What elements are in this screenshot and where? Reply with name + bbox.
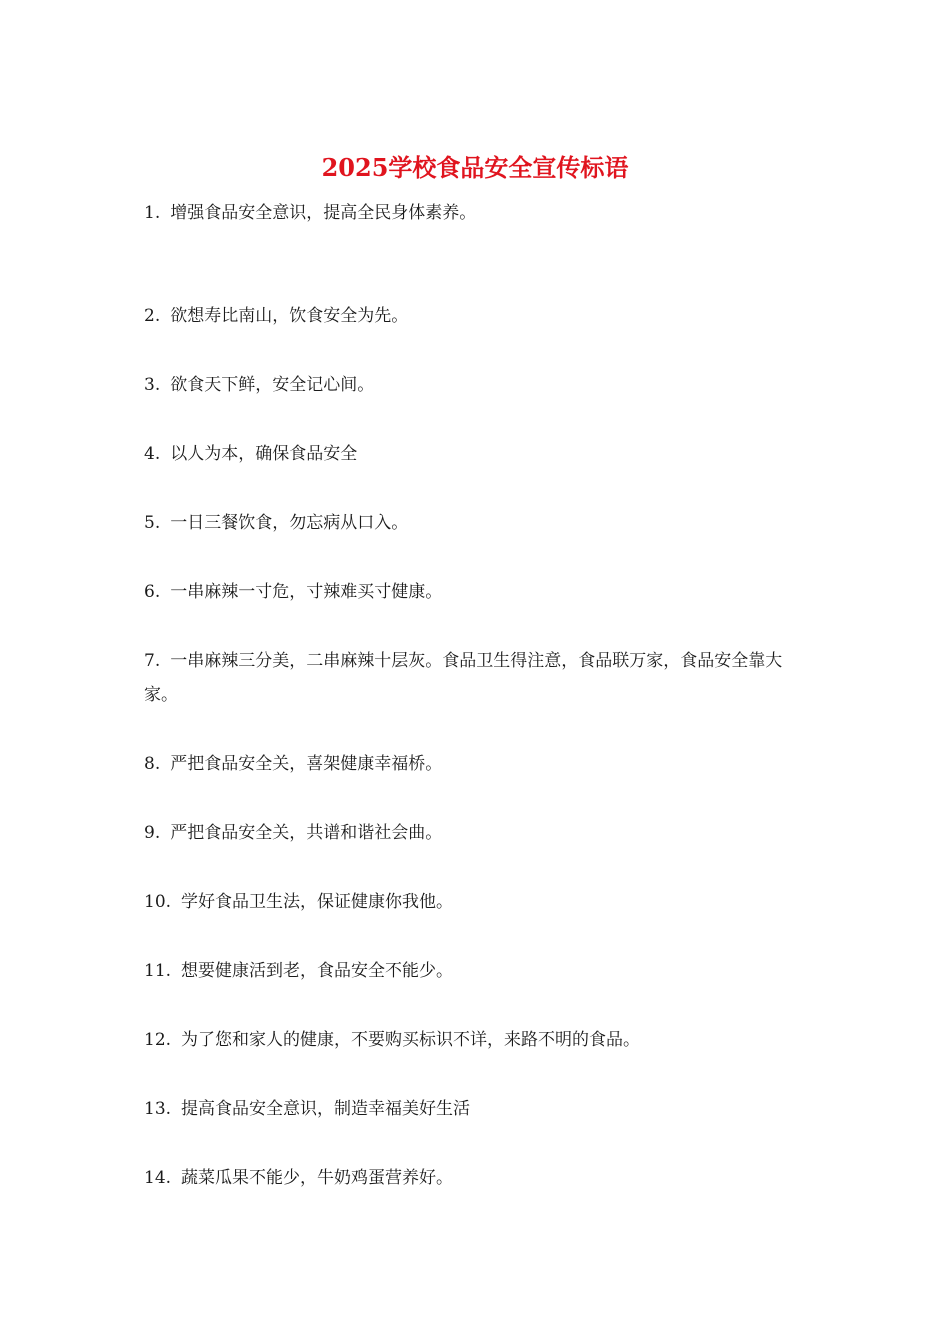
item-text: 以人为本，确保食品安全: [170, 444, 358, 464]
list-item: [144, 954, 810, 988]
slogan-list: [144, 196, 810, 1230]
list-item: [144, 196, 810, 230]
list-item: [144, 1092, 810, 1126]
item-text: 蔬菜瓜果不能少，牛奶鸡蛋营养好。: [181, 1168, 454, 1188]
item-number: 14.: [144, 1168, 172, 1188]
item-number: 6.: [144, 582, 161, 602]
item-text: 一串麻辣一寸危，寸辣难买寸健康。: [170, 582, 443, 602]
list-item: [144, 816, 810, 850]
list-item: [144, 1161, 810, 1195]
list-item: [144, 885, 810, 919]
item-number: 2.: [144, 306, 161, 326]
item-text: 欲想寿比南山，饮食安全为先。: [170, 306, 409, 326]
item-text: 学好食品卫生法，保证健康你我他。: [181, 892, 454, 912]
item-text: 为了您和家人的健康，不要购买标识不详，来路不明的食品。: [181, 1030, 641, 1050]
item-text: 提高食品安全意识，制造幸福美好生活: [181, 1099, 471, 1119]
item-text: 增强食品安全意识，提高全民身体素养。: [170, 203, 477, 223]
list-item: [144, 506, 810, 540]
item-number: 12.: [144, 1030, 172, 1050]
item-number: 10.: [144, 892, 172, 912]
item-text: 欲食天下鲜，安全记心间。: [170, 375, 375, 395]
item-number: 3.: [144, 375, 161, 395]
list-item: [144, 299, 810, 333]
item-text: 一日三餐饮食，勿忘病从口入。: [170, 513, 409, 533]
item-number: 7.: [144, 651, 161, 671]
item-number: 8.: [144, 754, 161, 774]
item-number: 4.: [144, 444, 161, 464]
item-text: 一串麻辣三分美，二串麻辣十层灰。食品卫生得注意，食品联万家，食品安全靠大家。: [144, 651, 783, 705]
list-item: [144, 644, 810, 712]
list-item: [144, 575, 810, 609]
item-text: 严把食品安全关，共谱和谐社会曲。: [170, 823, 443, 843]
item-number: 13.: [144, 1099, 172, 1119]
list-item: [144, 747, 810, 781]
page-title: 2025学校食品安全宣传标语: [321, 153, 629, 182]
list-item: [144, 368, 810, 402]
list-item: [144, 1023, 810, 1057]
item-text: 严把食品安全关，喜架健康幸福桥。: [170, 754, 443, 774]
item-number: 9.: [144, 823, 161, 843]
item-number: 11.: [144, 961, 172, 981]
item-number: 1.: [144, 203, 161, 223]
list-item: [144, 437, 810, 471]
item-text: 想要健康活到老，食品安全不能少。: [181, 961, 454, 981]
item-number: 5.: [144, 513, 161, 533]
